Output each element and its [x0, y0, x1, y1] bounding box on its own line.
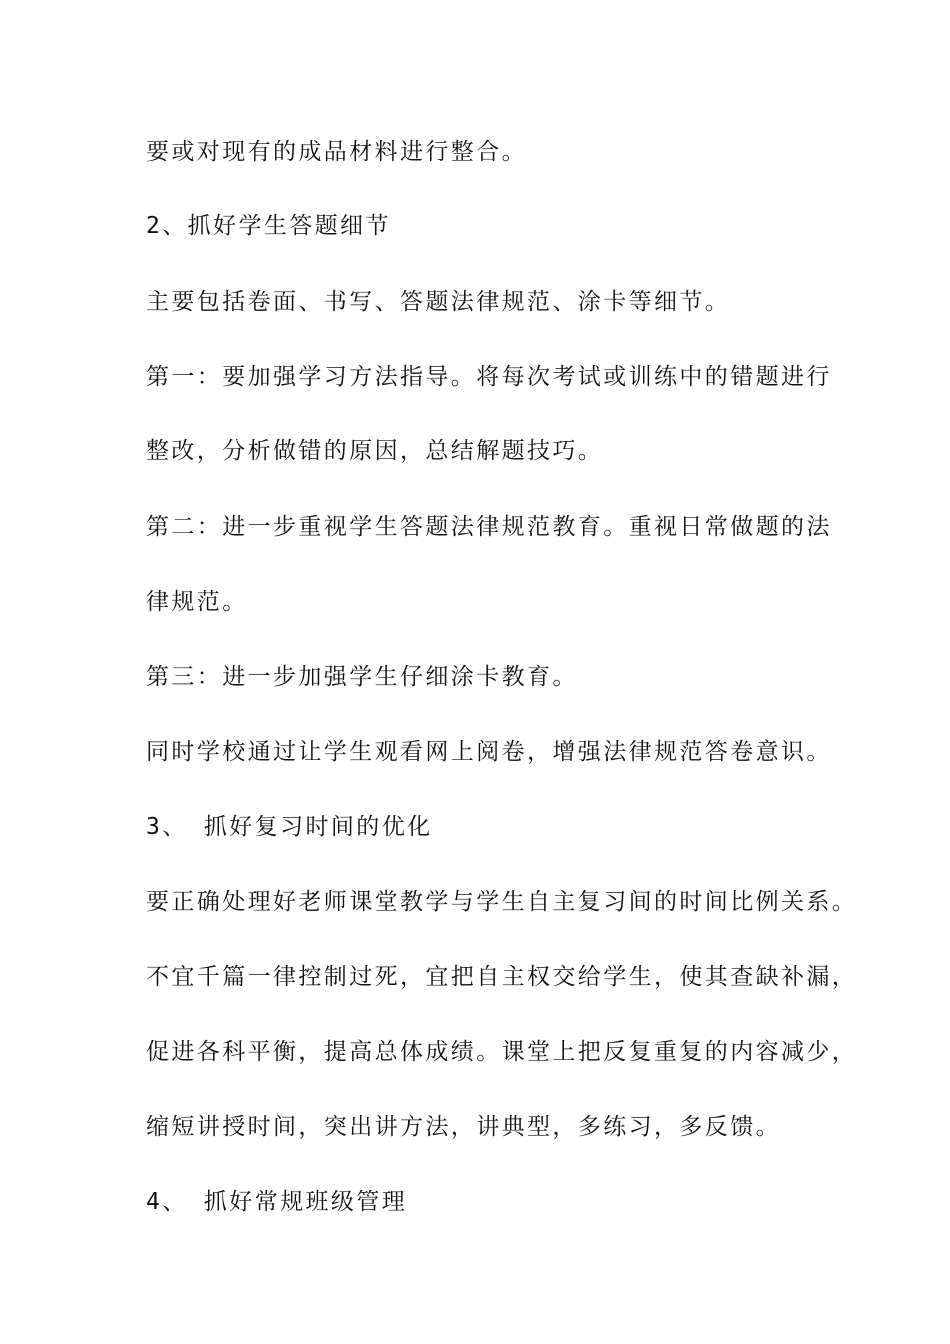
paragraph-line: 第一：要加强学习方法指导。将每次考试或训练中的错题进行 [146, 364, 832, 390]
paragraph-line: 要或对现有的成品材料进行整合。 [146, 139, 527, 165]
section-heading: 3、 抓好复习时间的优化 [146, 814, 433, 840]
paragraph-line: 第三：进一步加强学生仔细涂卡教育。 [146, 664, 578, 690]
paragraph-line: 缩短讲授时间，突出讲方法，讲典型，多练习，多反馈。 [146, 1114, 781, 1140]
paragraph-line: 要正确处理好老师课堂教学与学生自主复习间的时间比例关系。 [146, 889, 858, 915]
paragraph-line: 主要包括卷面、书写、答题法律规范、涂卡等细节。 [146, 289, 731, 315]
paragraph-line: 律规范。 [146, 589, 248, 615]
paragraph-line: 整改，分析做错的原因，总结解题技巧。 [146, 438, 604, 464]
section-heading: 2、抓好学生答题细节 [146, 213, 391, 239]
paragraph-line: 促进各科平衡，提高总体成绩。课堂上把反复重复的内容减少， [146, 1039, 858, 1065]
paragraph-line: 同时学校通过让学生观看网上阅卷，增强法律规范答卷意识。 [146, 739, 832, 765]
paragraph-line: 第二：进一步重视学生答题法律规范教育。重视日常做题的法 [146, 514, 832, 540]
paragraph-line: 不宜千篇一律控制过死，宜把自主权交给学生，使其查缺补漏， [146, 964, 858, 990]
section-heading: 4、 抓好常规班级管理 [146, 1189, 408, 1215]
